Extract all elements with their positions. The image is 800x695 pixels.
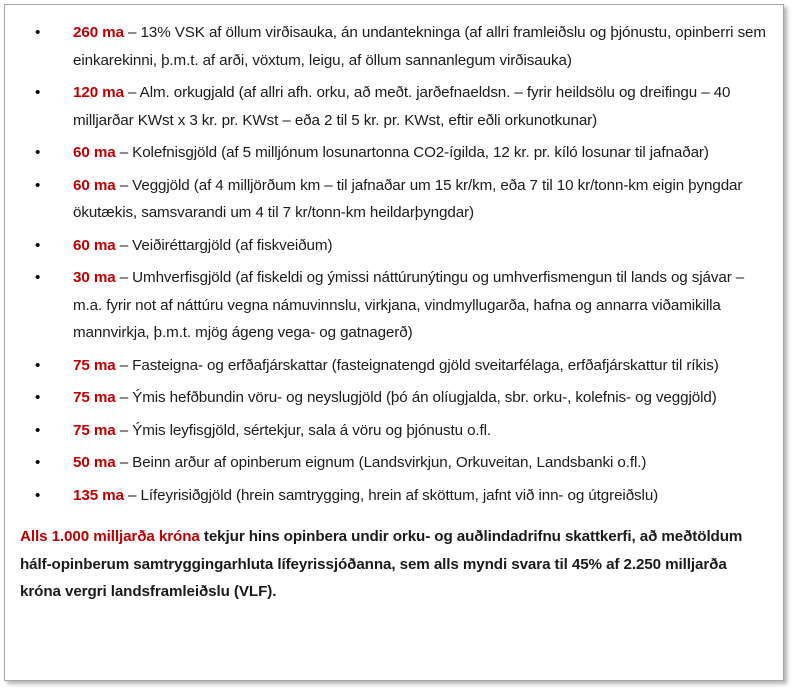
bullet-icon: • <box>35 236 41 254</box>
item-text: – Ýmis hefðbundin vöru- og neyslugjöld (þó án olíugjalda, sbr. orku-, kolefnis- og veggjöld) <box>119 389 717 406</box>
list-item <box>17 139 773 167</box>
bullet-icon: • <box>35 176 41 194</box>
summary-paragraph <box>17 523 771 606</box>
list-item <box>17 19 773 74</box>
item-text: – Beinn arður af opinberum eignum (Landsvirkjun, Orkuveitan, Landsbanki o.fl.) <box>119 454 647 471</box>
item-text: – Veiðiréttargjöld (af fiskveiðum) <box>119 236 333 254</box>
item-text: – Lífeyrisiðgjöld (hrein samtrygging, hrein af sköttum, jafnt við inn- og útgreiðslu) <box>128 486 659 504</box>
item-text: – Veggjöld (af 4 milljörðum km – til jafnaðar um 15 kr/km, eða 7 til 10 kr/tonn-km eigin þyngdar ökutækis, samsvarandi um 4 til 7 kr/tonn-km heildarþyngdar) <box>73 176 743 221</box>
bullet-icon: • <box>35 486 41 504</box>
item-text: – Ýmis leyfisgjöld, sértekjur, sala á vöru og þjónustu o.fl. <box>119 421 492 439</box>
item-amount: 60 ma <box>73 236 116 254</box>
item-amount: 60 ma <box>73 144 116 161</box>
bullet-icon: • <box>35 454 41 471</box>
list-item <box>17 352 773 380</box>
item-text: – Umhverfisgjöld (af fiskeldi og ýmissi náttúrunýtingu og umhverfismengun til lands og sjávar – m.a. fyrir not af náttúru vegna námuvinnslu, virkjana, vindmyllugarða, hafna og annarra viðamikilla mannvirkja, þ.m.t. mjög ágeng vega- og gatnagerð) <box>73 269 745 341</box>
item-amount: 30 ma <box>73 269 116 286</box>
item-text: – Fasteigna- og erfðafjárskattar (fasteignatengd gjöld sveitarfélaga, erfðafjárskattur til ríkis) <box>119 356 719 374</box>
item-amount: 260 ma <box>73 24 124 41</box>
item-amount: 60 ma <box>73 176 116 194</box>
bullet-icon: • <box>35 269 41 286</box>
list-item <box>17 417 773 445</box>
list-item <box>17 482 773 510</box>
item-text: – 13% VSK af öllum virðisauka, án undantekninga (af allri framleiðslu og þjónustu, opinberri sem einkarekinni, þ.m.t. af arði, vöxtum, leigu, af öllum sannanlegum virðisauka) <box>73 24 766 69</box>
list-item <box>17 384 773 412</box>
tax-items-list <box>5 5 783 509</box>
list-item <box>17 232 773 260</box>
summary-rest: tekjur hins opinbera undir orku- og auðlindadrifnu skattkerfi, að meðtöldum hálf-opinberum samtryggingarhluta lífeyrissjóðanna, sem alls myndi svara til 45% af 2.250 milljarða króna vergri landsframleiðslu (VLF). <box>20 528 743 600</box>
bullet-icon: • <box>35 421 41 439</box>
bullet-icon: • <box>35 84 41 101</box>
item-amount: 50 ma <box>73 454 116 471</box>
list-item <box>17 172 773 227</box>
item-amount: 120 ma <box>73 84 124 101</box>
item-text: – Alm. orkugjald (af allri afh. orku, að meðt. jarðefnaeldsn. – fyrir heildsölu og dreifingu – 40 milljarðar KWst x 3 kr. pr. KWst – eða 2 til 5 kr. pr. KWst, eftir eðli orkunotkunar) <box>73 84 731 129</box>
list-item <box>17 79 773 134</box>
item-amount: 75 ma <box>73 421 116 439</box>
item-text: – Kolefnisgjöld (af 5 milljónum losunartonna CO2-ígilda, 12 kr. pr. kíló losunar til jafnaðar) <box>119 144 709 161</box>
bullet-icon: • <box>35 144 41 161</box>
bullet-icon: • <box>35 356 41 374</box>
item-amount: 75 ma <box>73 389 116 406</box>
document-panel <box>4 4 784 681</box>
item-amount: 135 ma <box>73 486 124 504</box>
bullet-icon: • <box>35 24 41 41</box>
item-amount: 75 ma <box>73 356 116 374</box>
list-item <box>17 264 773 347</box>
bullet-icon: • <box>35 389 41 406</box>
summary-lead: Alls 1.000 milljarða króna <box>20 528 200 545</box>
list-item <box>17 449 773 477</box>
